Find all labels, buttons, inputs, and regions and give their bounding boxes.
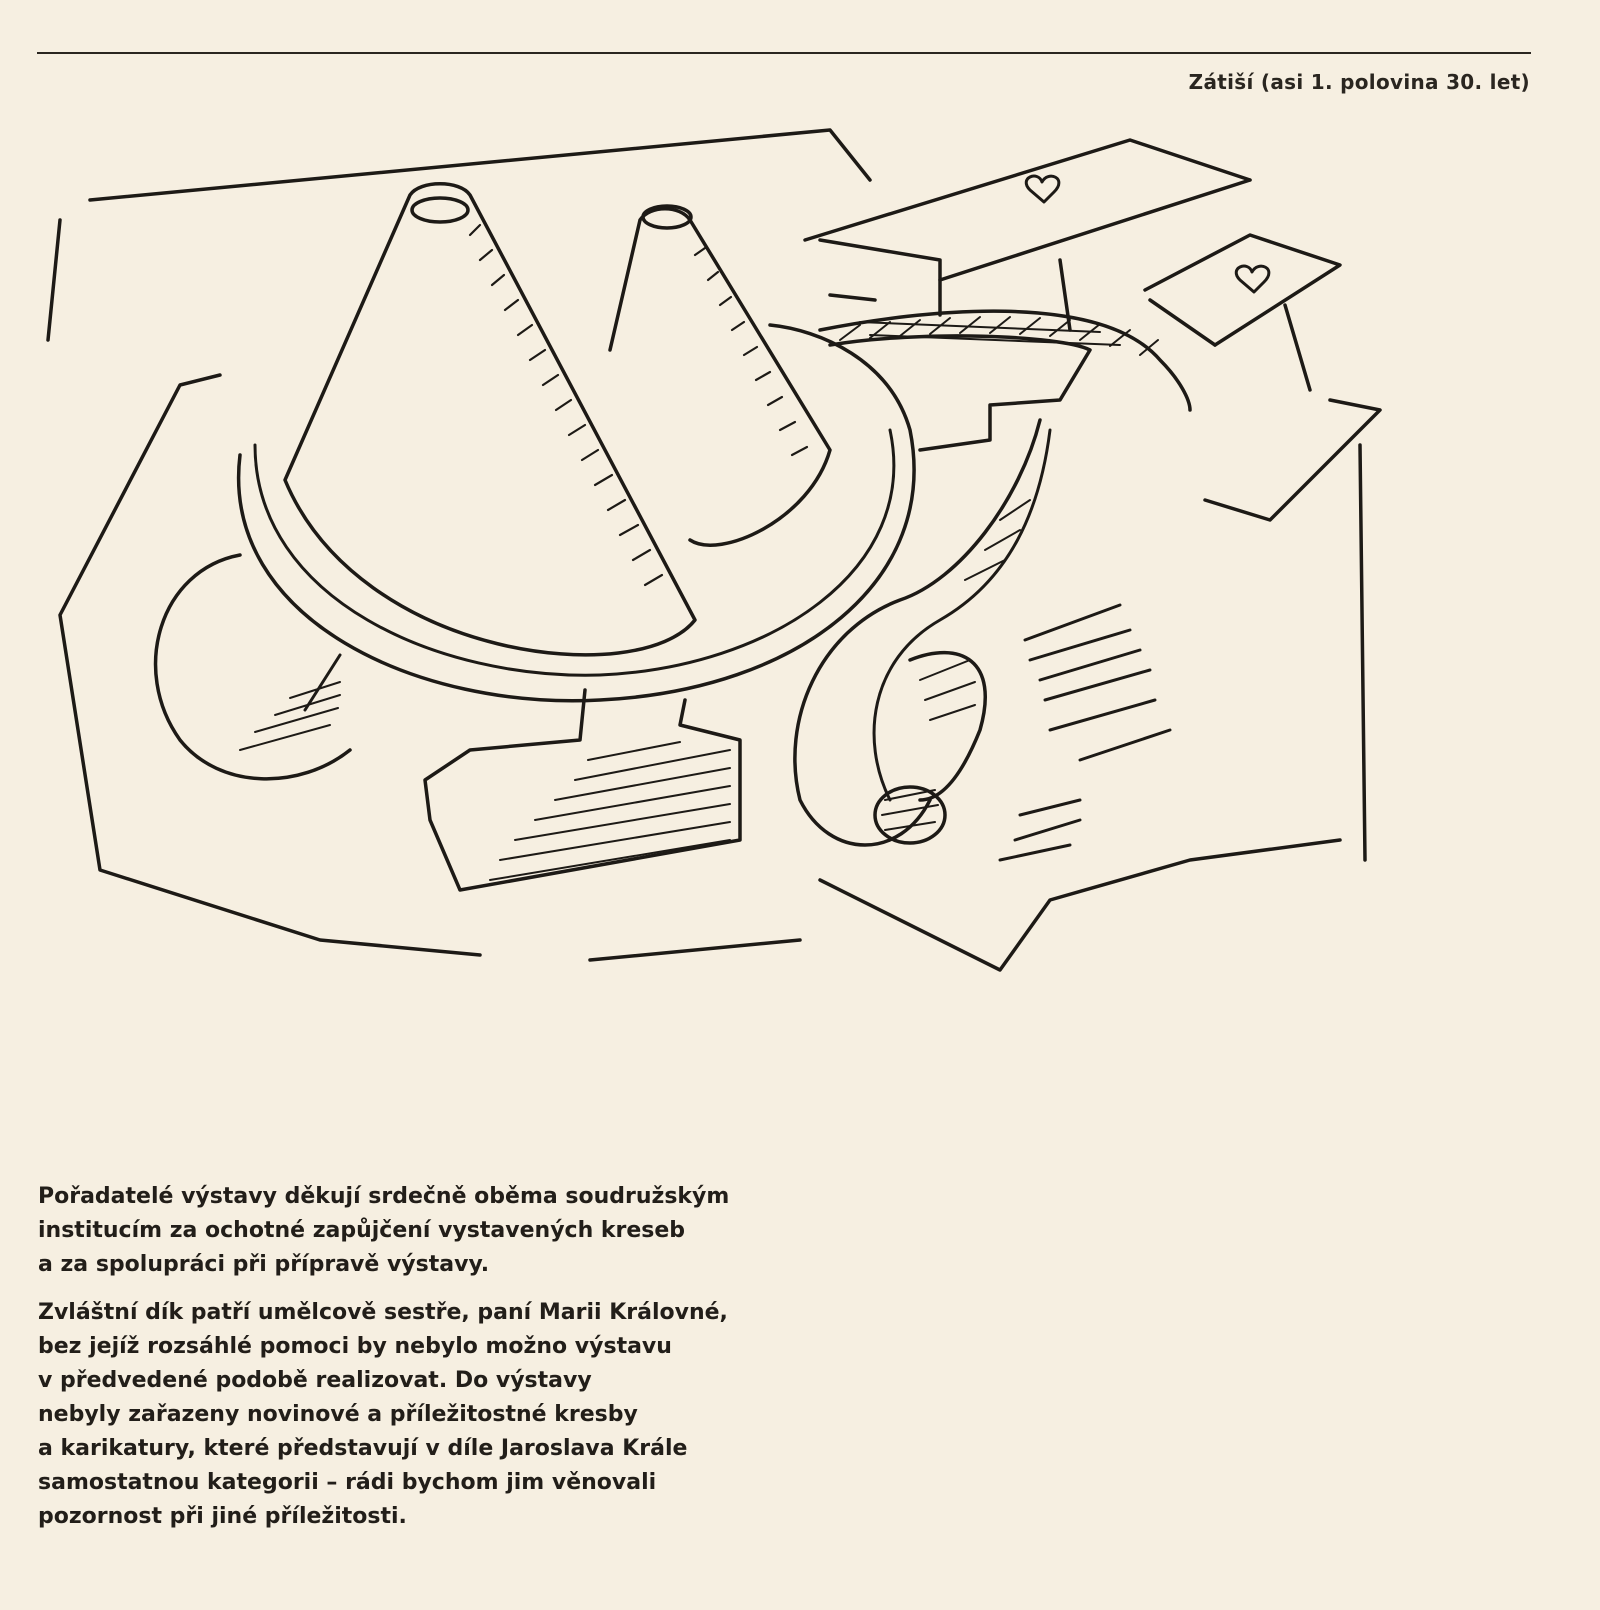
artwork-caption: Zátiší (asi 1. polovina 30. let) xyxy=(1188,70,1530,94)
acknowledgement-paragraph-1: Pořadatelé výstavy děkují srdečně oběma soudružským institucím za ochotné zapůjčení vystavených kreseb a za spolupráci při přípravě výstavy. xyxy=(38,1184,730,1277)
acknowledgement-text xyxy=(38,1180,798,1550)
header-rule xyxy=(37,52,1531,54)
acknowledgement-paragraph-2: Zvláštní dík patří umělcově sestře, paní Marii Královné, bez jejíž rozsáhlé pomoci by nebylo možno výstavu v předvedené podobě realizovat. Do výstavy nebyly zařazeny novinové a příležitostné kresby a karikatury, které představují v díle Jaroslava Krále samostatnou kategorii – rádi bychom jim věnovali pozornost při jiné příležitosti. xyxy=(38,1300,728,1529)
still-life-drawing xyxy=(40,100,1520,1030)
